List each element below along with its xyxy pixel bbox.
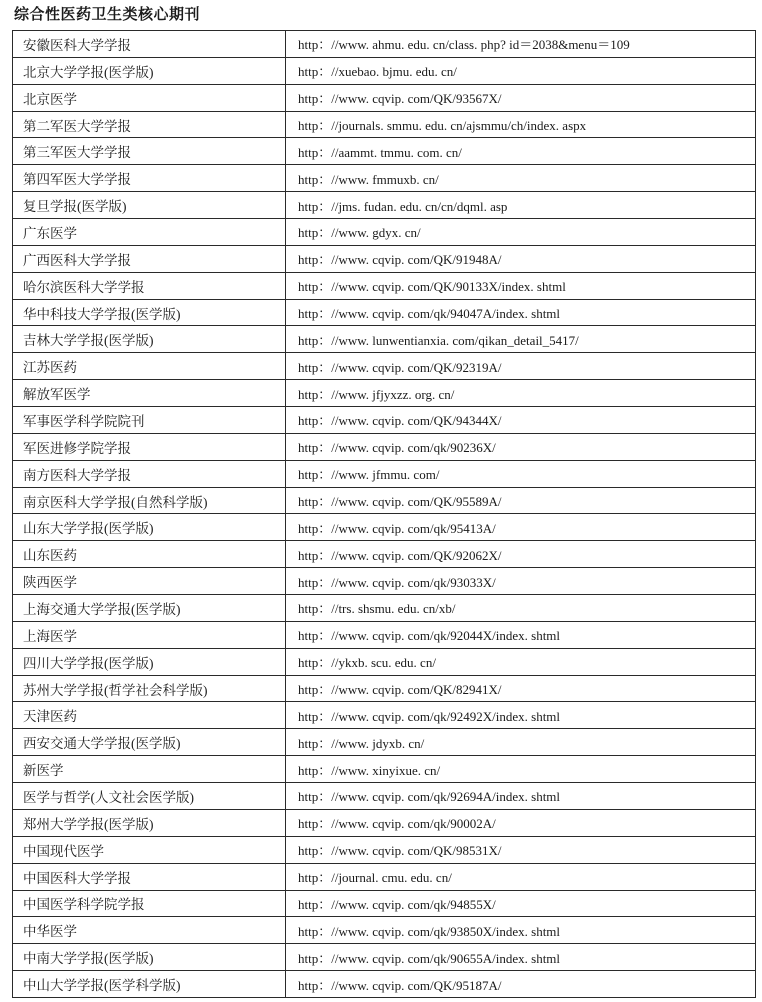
journal-name: 山东医药 xyxy=(13,541,286,568)
table-row xyxy=(13,84,756,111)
journal-name: 上海交通大学学报(医学版) xyxy=(13,595,286,622)
journal-url: http：//www. cqvip. com/qk/93850X/index. shtml xyxy=(286,917,756,944)
journal-name: 中国医学科学院学报 xyxy=(13,890,286,917)
journal-name: 军事医学科学院院刊 xyxy=(13,407,286,434)
journal-url: http：//www. fmmuxb. cn/ xyxy=(286,165,756,192)
table-row xyxy=(13,756,756,783)
journal-name: 解放军医学 xyxy=(13,380,286,407)
journal-name: 北京医学 xyxy=(13,84,286,111)
journal-url: http：//www. cqvip. com/qk/94855X/ xyxy=(286,890,756,917)
journal-url: http：//journal. cmu. edu. cn/ xyxy=(286,863,756,890)
journal-table xyxy=(12,30,756,998)
table-row xyxy=(13,138,756,165)
table-row xyxy=(13,111,756,138)
journal-name: 第四军医大学学报 xyxy=(13,165,286,192)
journal-name: 郑州大学学报(医学版) xyxy=(13,809,286,836)
journal-name: 安徽医科大学学报 xyxy=(13,31,286,58)
journal-url: http：//www. cqvip. com/QK/90133X/index. shtml xyxy=(286,272,756,299)
journal-url: http：//www. cqvip. com/QK/92319A/ xyxy=(286,353,756,380)
table-row xyxy=(13,809,756,836)
table-row xyxy=(13,433,756,460)
journal-url: http：//www. cqvip. com/qk/92492X/index. shtml xyxy=(286,702,756,729)
table-row xyxy=(13,299,756,326)
journal-name: 四川大学学报(医学版) xyxy=(13,648,286,675)
journal-table-body xyxy=(13,31,756,998)
table-row xyxy=(13,165,756,192)
journal-name: 中国医科大学学报 xyxy=(13,863,286,890)
table-row xyxy=(13,487,756,514)
journal-url: http：//www. xinyixue. cn/ xyxy=(286,756,756,783)
table-row xyxy=(13,675,756,702)
journal-name: 第三军医大学学报 xyxy=(13,138,286,165)
table-row xyxy=(13,568,756,595)
journal-name: 中国现代医学 xyxy=(13,836,286,863)
journal-name: 北京大学学报(医学版) xyxy=(13,57,286,84)
journal-url: http：//www. cqvip. com/QK/93567X/ xyxy=(286,84,756,111)
journal-url: http：//www. cqvip. com/qk/93033X/ xyxy=(286,568,756,595)
table-row xyxy=(13,702,756,729)
journal-name: 吉林大学学报(医学版) xyxy=(13,326,286,353)
journal-url: http：//www. cqvip. com/qk/92694A/index. shtml xyxy=(286,783,756,810)
table-row xyxy=(13,890,756,917)
journal-url: http：//www. cqvip. com/qk/90002A/ xyxy=(286,809,756,836)
journal-name: 新医学 xyxy=(13,756,286,783)
table-row xyxy=(13,57,756,84)
journal-url: http：//www. cqvip. com/qk/92044X/index. shtml xyxy=(286,621,756,648)
table-row xyxy=(13,219,756,246)
table-row xyxy=(13,272,756,299)
journal-name: 南京医科大学学报(自然科学版) xyxy=(13,487,286,514)
table-row xyxy=(13,917,756,944)
table-row xyxy=(13,353,756,380)
journal-name: 复旦学报(医学版) xyxy=(13,192,286,219)
journal-name: 上海医学 xyxy=(13,621,286,648)
journal-url: http：//jms. fudan. edu. cn/cn/dqml. asp xyxy=(286,192,756,219)
page-title: 综合性医药卫生类核心期刊 xyxy=(14,7,201,23)
journal-url: http：//www. cqvip. com/QK/82941X/ xyxy=(286,675,756,702)
journal-url: http：//www. cqvip. com/qk/90236X/ xyxy=(286,433,756,460)
journal-name: 广东医学 xyxy=(13,219,286,246)
table-row xyxy=(13,783,756,810)
journal-name: 陕西医学 xyxy=(13,568,286,595)
journal-url: http：//www. jfmmu. com/ xyxy=(286,460,756,487)
journal-name: 中南大学学报(医学版) xyxy=(13,944,286,971)
journal-url: http：//www. gdyx. cn/ xyxy=(286,219,756,246)
journal-url: http：//www. cqvip. com/QK/95589A/ xyxy=(286,487,756,514)
journal-url: http：//www. cqvip. com/qk/94047A/index. shtml xyxy=(286,299,756,326)
journal-name: 天津医药 xyxy=(13,702,286,729)
table-row xyxy=(13,729,756,756)
journal-name: 第二军医大学学报 xyxy=(13,111,286,138)
journal-name: 军医进修学院学报 xyxy=(13,433,286,460)
journal-url: http：//ykxb. scu. edu. cn/ xyxy=(286,648,756,675)
table-row xyxy=(13,621,756,648)
journal-url: http：//www. lunwentianxia. com/qikan_detail_5417/ xyxy=(286,326,756,353)
table-row xyxy=(13,836,756,863)
journal-url: http：//www. cqvip. com/QK/98531X/ xyxy=(286,836,756,863)
table-row xyxy=(13,648,756,675)
journal-name: 南方医科大学学报 xyxy=(13,460,286,487)
journal-url: http：//aammt. tmmu. com. cn/ xyxy=(286,138,756,165)
journal-url: http：//www. ahmu. edu. cn/class. php? id＝2038&menu＝109 xyxy=(286,31,756,58)
journal-name: 广西医科大学学报 xyxy=(13,245,286,272)
journal-name: 苏州大学学报(哲学社会科学版) xyxy=(13,675,286,702)
table-row xyxy=(13,245,756,272)
table-row xyxy=(13,326,756,353)
table-row xyxy=(13,541,756,568)
journal-name: 中华医学 xyxy=(13,917,286,944)
table-row xyxy=(13,192,756,219)
table-row xyxy=(13,31,756,58)
table-row xyxy=(13,460,756,487)
journal-url: http：//www. jdyxb. cn/ xyxy=(286,729,756,756)
journal-url: http：//www. cqvip. com/qk/95413A/ xyxy=(286,514,756,541)
journal-name: 医学与哲学(人文社会医学版) xyxy=(13,783,286,810)
table-row xyxy=(13,595,756,622)
journal-name: 山东大学学报(医学版) xyxy=(13,514,286,541)
table-row xyxy=(13,971,756,998)
journal-url: http：//www. jfjyxzz. org. cn/ xyxy=(286,380,756,407)
journal-url: http：//journals. smmu. edu. cn/ajsmmu/ch/index. aspx xyxy=(286,111,756,138)
table-row xyxy=(13,944,756,971)
table-row xyxy=(13,863,756,890)
journal-name: 中山大学学报(医学科学版) xyxy=(13,971,286,998)
journal-name: 西安交通大学学报(医学版) xyxy=(13,729,286,756)
journal-name: 江苏医药 xyxy=(13,353,286,380)
journal-name: 哈尔滨医科大学学报 xyxy=(13,272,286,299)
table-row xyxy=(13,407,756,434)
journal-name: 华中科技大学学报(医学版) xyxy=(13,299,286,326)
table-row xyxy=(13,514,756,541)
journal-url: http：//xuebao. bjmu. edu. cn/ xyxy=(286,57,756,84)
table-row xyxy=(13,380,756,407)
journal-url: http：//www. cqvip. com/qk/90655A/index. shtml xyxy=(286,944,756,971)
journal-url: http：//trs. shsmu. edu. cn/xb/ xyxy=(286,595,756,622)
journal-url: http：//www. cqvip. com/QK/91948A/ xyxy=(286,245,756,272)
journal-url: http：//www. cqvip. com/QK/95187A/ xyxy=(286,971,756,998)
journal-url: http：//www. cqvip. com/QK/92062X/ xyxy=(286,541,756,568)
journal-url: http：//www. cqvip. com/QK/94344X/ xyxy=(286,407,756,434)
